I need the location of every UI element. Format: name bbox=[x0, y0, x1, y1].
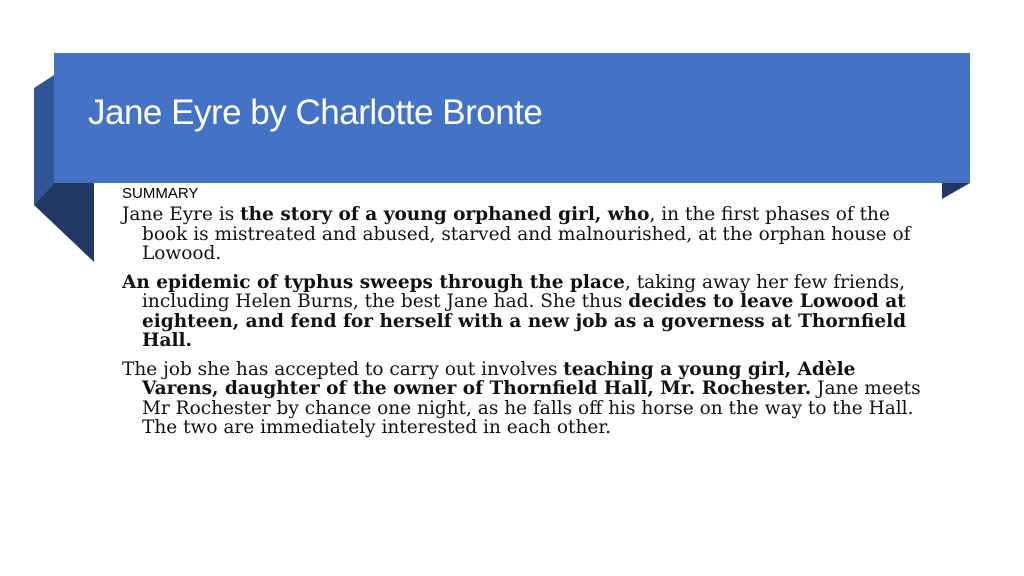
right-fold-tail bbox=[942, 183, 970, 199]
left-fold-band bbox=[34, 75, 54, 205]
bold-text-segment: teaching a young girl, Adèle Varens, daughter of the owner of Thornfield Hall, Mr. Rochester. bbox=[142, 358, 856, 399]
title-banner bbox=[54, 53, 970, 183]
text-segment: Jane Eyre is bbox=[122, 204, 241, 225]
summary-paragraph bbox=[122, 205, 922, 264]
text-segment: Jane meets Mr Rochester by chance one night, as he falls off his horse on the way to the Hall. The two are immediately interested in each other. bbox=[142, 378, 921, 438]
bold-text-segment: An epidemic of typhus sweeps through the place bbox=[122, 271, 625, 293]
summary-paragraph bbox=[122, 273, 922, 351]
text-segment: The job she has accepted to carry out involves bbox=[122, 358, 564, 380]
slide-title: Jane Eyre by Charlotte Bronte bbox=[88, 93, 543, 132]
summary-paragraph bbox=[122, 360, 922, 438]
slide-body bbox=[122, 184, 922, 447]
bold-text-segment: the story of a young orphaned girl, who bbox=[240, 204, 650, 225]
bold-text-segment: decides to leave Lowood at eighteen, and fend for herself with a new job as a governess at Thornfield Hall. bbox=[142, 291, 907, 351]
text-segment: , taking away her few friends, including Helen Burns, the best Jane had. She thus bbox=[142, 271, 905, 312]
section-label: SUMMARY bbox=[122, 185, 199, 202]
text-segment: , in the first phases of the book is mistreated and abused, starved and malnourished, at the orphan house of Lowood. bbox=[142, 204, 911, 264]
